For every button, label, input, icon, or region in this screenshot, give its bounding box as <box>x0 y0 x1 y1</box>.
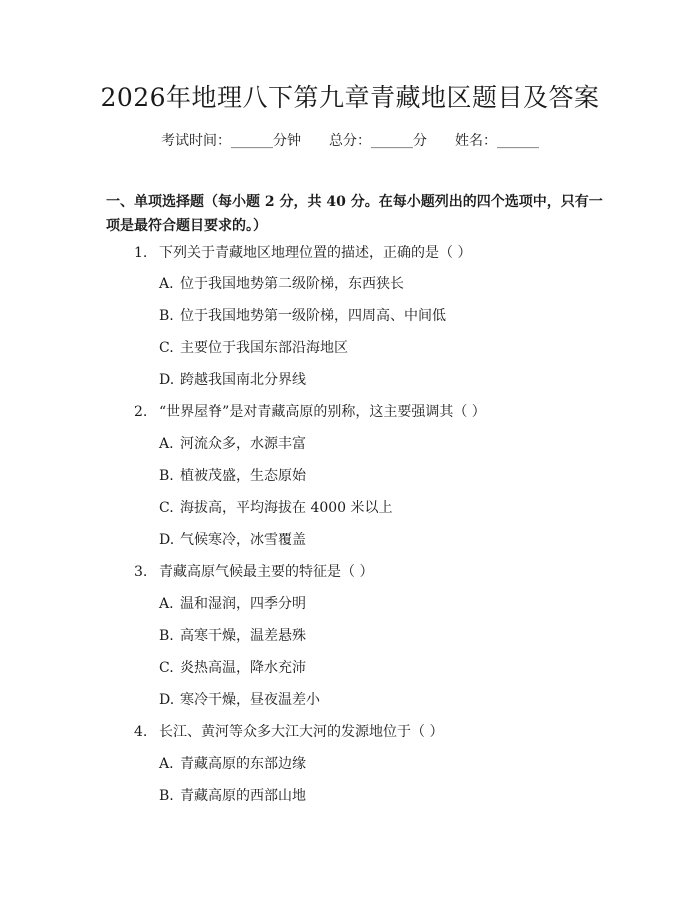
q3-option-d <box>159 690 320 710</box>
q1-option-c <box>159 338 348 358</box>
option-letter: B. <box>159 788 174 804</box>
option-letter: B. <box>159 628 174 644</box>
option-letter: A. <box>159 276 174 292</box>
option-letter: C. <box>159 500 174 516</box>
option-text: 气候寒冷，冰雪覆盖 <box>180 532 306 548</box>
q2-option-c <box>159 498 393 518</box>
question-4 <box>134 722 443 742</box>
question-number: 2. <box>134 404 148 420</box>
q1-option-d <box>159 370 306 390</box>
option-text: 青藏高原的西部山地 <box>180 788 306 804</box>
option-letter: D. <box>159 692 175 708</box>
option-letter: D. <box>159 532 175 548</box>
option-text: 主要位于我国东部沿海地区 <box>180 340 348 356</box>
q1-option-b <box>159 306 446 326</box>
q3-option-a <box>159 594 306 614</box>
question-number: 1. <box>134 245 148 261</box>
student-name-field: 姓名：______ <box>455 133 539 149</box>
option-letter: A. <box>159 596 174 612</box>
q3-option-b <box>159 626 306 646</box>
question-2 <box>134 402 486 422</box>
question-text: 青藏高原气候最主要的特征是（ ） <box>159 564 374 580</box>
option-letter: A. <box>159 756 174 772</box>
question-1 <box>134 243 471 263</box>
option-text: 位于我国地势第一级阶梯，四周高、中间低 <box>180 308 446 324</box>
section-heading: 一、单项选择题（每小题 2 分，共 40 分。在每小题列出的四个选项中，只有一项是最符合题目要求的。） <box>106 194 603 234</box>
option-text: 海拔高，平均海拔在 4000 米以上 <box>180 500 393 516</box>
option-text: 温和湿润，四季分明 <box>180 596 306 612</box>
q1-option-a <box>159 274 404 294</box>
option-letter: D. <box>159 372 175 388</box>
question-text: 下列关于青藏地区地理位置的描述，正确的是（ ） <box>159 245 472 261</box>
option-letter: A. <box>159 436 174 452</box>
question-3 <box>134 562 373 582</box>
option-text: 位于我国地势第二级阶梯，东西狭长 <box>180 276 404 292</box>
option-text: 炎热高温，降水充沛 <box>180 660 306 676</box>
question-text: 长江、黄河等众多大江大河的发源地位于（ ） <box>159 724 444 740</box>
total-score-field: 总分：______分 <box>329 133 427 149</box>
q4-option-a <box>159 754 306 774</box>
option-text: 跨越我国南北分界线 <box>180 372 306 388</box>
option-letter: C. <box>159 660 174 676</box>
option-text: 植被茂盛，生态原始 <box>180 468 306 484</box>
option-letter: C. <box>159 340 174 356</box>
question-text: “世界屋脊”是对青藏高原的别称，这主要强调其（ ） <box>159 404 486 420</box>
option-letter: B. <box>159 468 174 484</box>
q4-option-b <box>159 786 306 806</box>
exam-time-field: 考试时间：______分钟 <box>161 133 301 149</box>
option-text: 青藏高原的东部边缘 <box>180 756 306 772</box>
page-title: 2026年地理八下第九章青藏地区题目及答案 <box>100 83 600 112</box>
q2-option-a <box>159 434 306 454</box>
option-text: 寒冷干燥，昼夜温差小 <box>180 692 320 708</box>
option-text: 河流众多，水源丰富 <box>180 436 306 452</box>
q2-option-d <box>159 530 306 550</box>
q2-option-b <box>159 466 306 486</box>
q3-option-c <box>159 658 306 678</box>
option-letter: B. <box>159 308 174 324</box>
exam-info <box>0 131 700 151</box>
question-number: 3. <box>134 564 148 580</box>
option-text: 高寒干燥，温差悬殊 <box>180 628 306 644</box>
question-number: 4. <box>134 724 148 740</box>
